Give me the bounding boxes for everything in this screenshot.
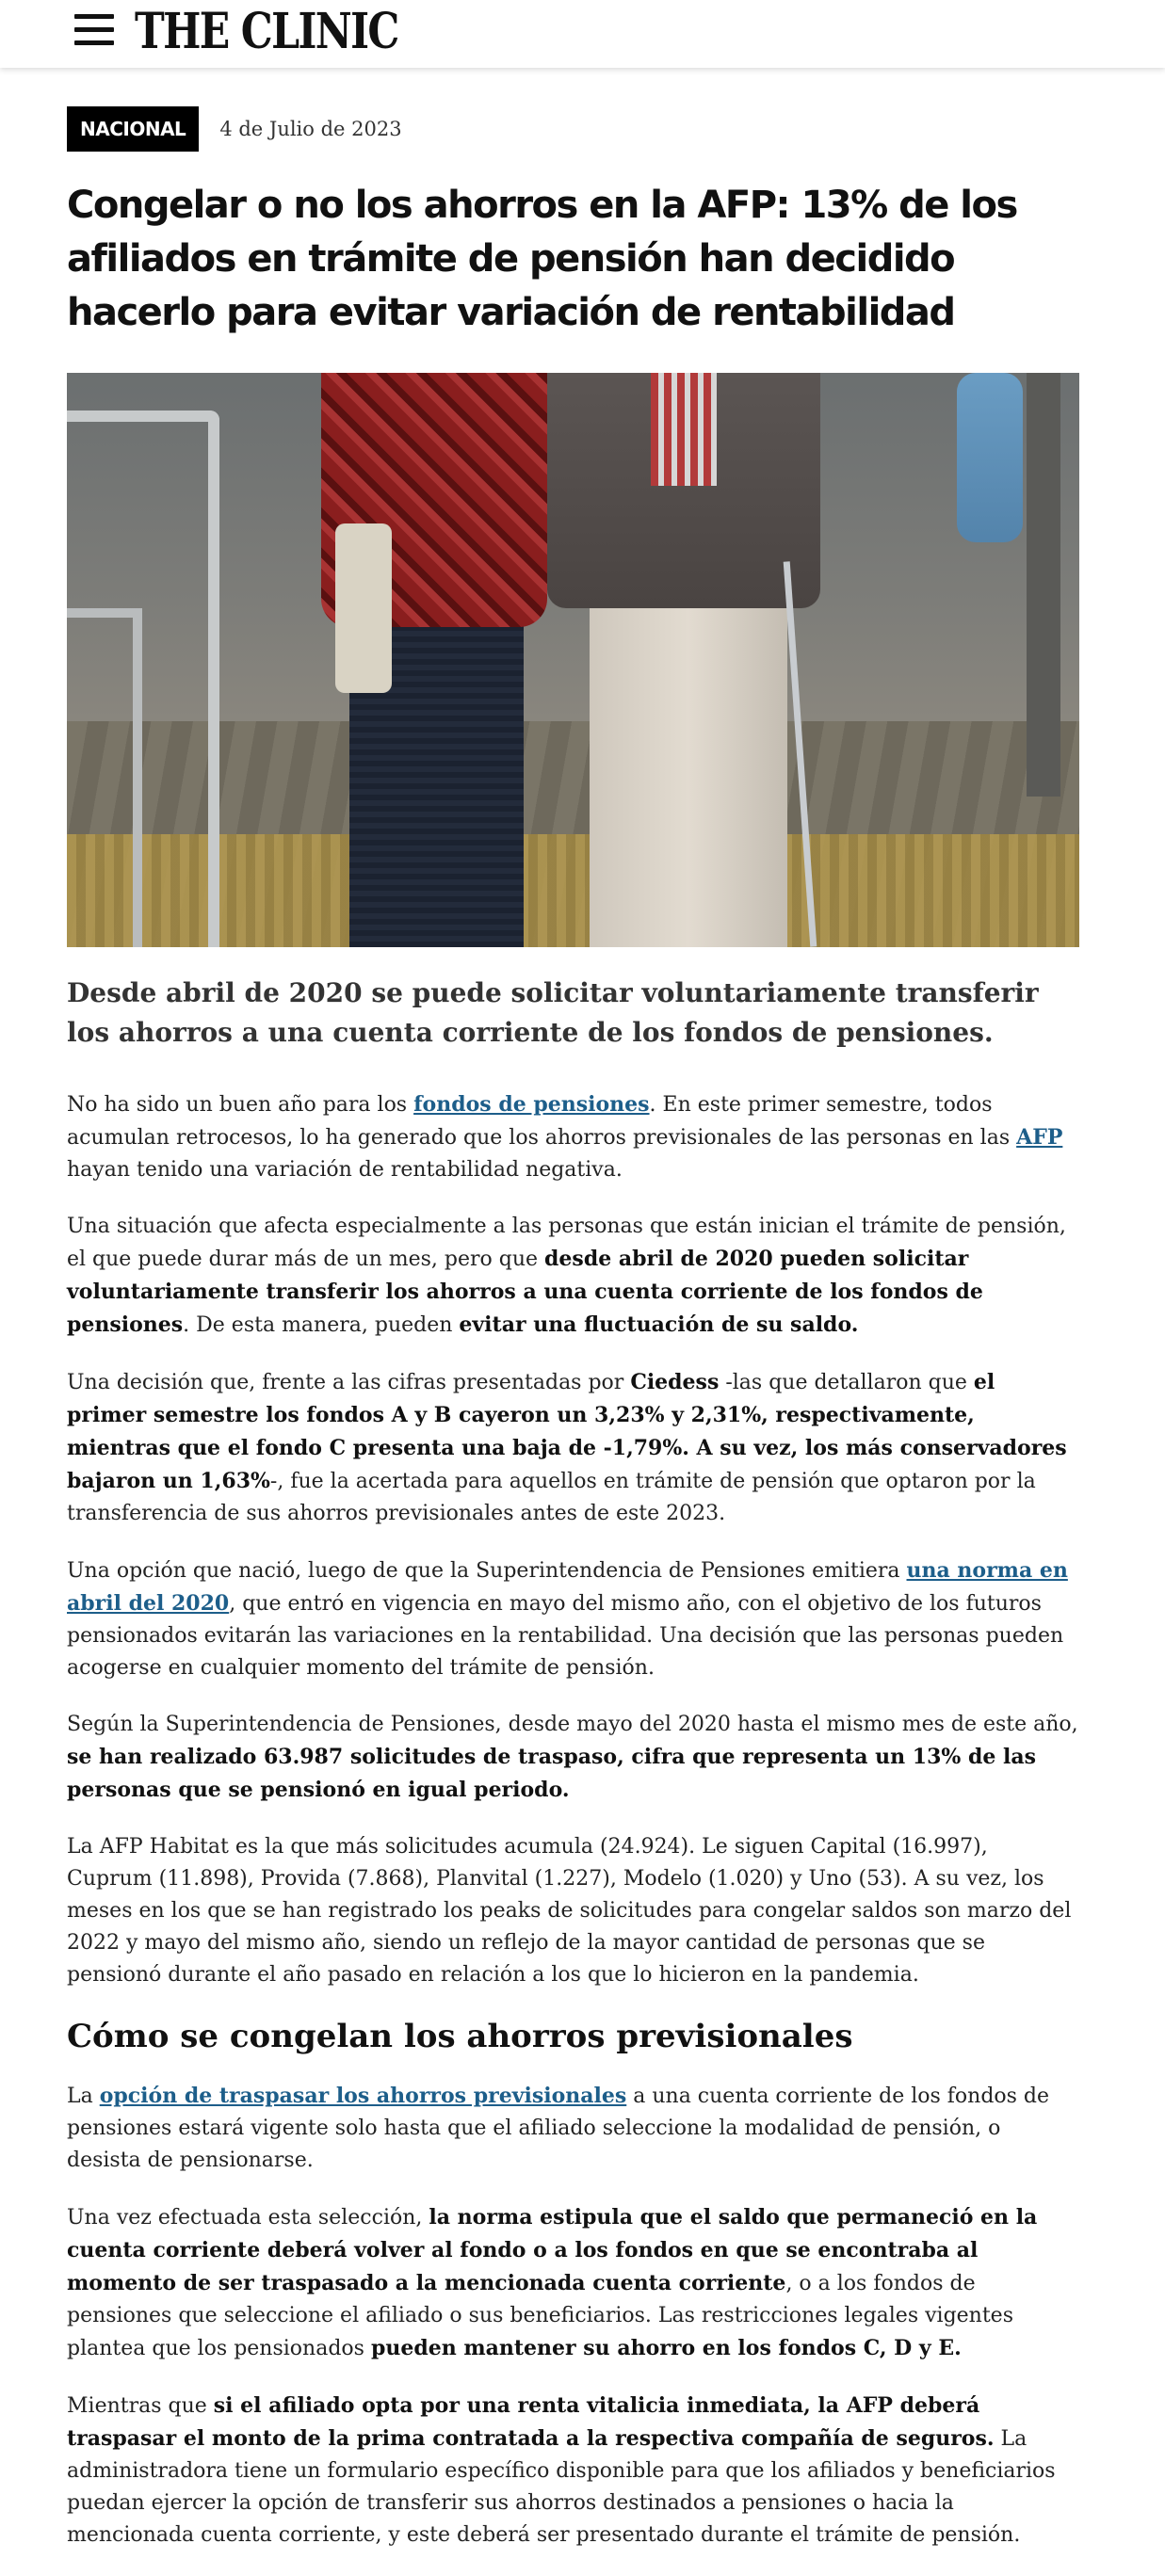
paragraph-3: Una decisión que, frente a las cifras presentadas por Ciedess -las que detallaron que el primer semestre los fondos A y B cayeron un 3,23% y 2,31%, respectivamente, mientras que el fondo C presenta una baja de -1,79%. A su vez, los más conservadores bajaron un 1,63%-, fue la acertada para aquellos en trámite de pensión que optaron por la transferencia de sus ahorros previsionales antes de este 2023. [67, 1370, 1067, 1525]
paragraph-7: La opción de traspasar los ahorros previsionales a una cuenta corriente de los fondos de pensiones estará vigente solo hasta que el afiliado seleccione la modalidad de pensión, o desista de pensionarse. [67, 2084, 1050, 2172]
category-badge[interactable]: NACIONAL [67, 106, 199, 152]
section-heading: Cómo se congelan los ahorros previsionales [67, 2018, 853, 2055]
paragraph-1: No ha sido un buen año para los fondos de pensiones. En este primer semestre, todos acumulan retrocesos, lo ha generado que los ahorros previsionales de las personas en las AFP hayan tenido una variación de rentabilidad negativa. [67, 1092, 1063, 1182]
link-fondos-de-pensiones[interactable]: fondos de pensiones [413, 1092, 650, 1117]
article-date: 4 de Julio de 2023 [219, 118, 402, 140]
article-meta [67, 105, 1079, 153]
hero-image [67, 373, 1079, 947]
paragraph-4: Una opción que nació, luego de que la Superintendencia de Pensiones emitiera una norma en abril del 2020, que entró en vigencia en mayo del mismo año, con el objetivo de los futuros pensionados evitarán las variaciones en la rentabilidad. Una decisión que las personas pueden acogerse en cualquier momento del trámite de pensión. [67, 1558, 1068, 1680]
paragraph-8: Una vez efectuada esta selección, la norma estipula que el saldo que permaneció en la cuenta corriente deberá volver al fondo o a los fondos en que se encontraba al momento de ser traspasado a la mencionada cuenta corriente, o a los fondos de pensiones que seleccione el afiliado o sus beneficiarios. Las restricciones legales vigentes plantea que los pensionados pueden mantener su ahorro en los fondos C, D y E. [67, 2205, 1038, 2360]
site-logo[interactable]: THE CLINIC [135, 3, 398, 60]
article-body [67, 1088, 1079, 2552]
link-opcion-traspasar[interactable]: opción de traspasar los ahorros previsionales [99, 2084, 627, 2108]
hamburger-menu-icon[interactable] [74, 14, 114, 48]
article-title: Congelar o no los ahorros en la AFP: 13% de los afiliados en trámite de pensión han decidido hacerlo para evitar variación de rentabilidad [67, 184, 1017, 334]
link-afp[interactable]: AFP [1016, 1125, 1063, 1150]
site-header [0, 0, 1165, 68]
link-norma-abril-2020[interactable]: una norma en abril del 2020 [67, 1558, 1068, 1616]
article [67, 105, 1079, 2576]
paragraph-9: Mientras que si el afiliado opta por una renta vitalicia inmediata, la AFP deberá traspasar el monto de la prima contratada a la respectiva compañía de seguros. La administradora tiene un formulario específico disponible para que los afiliados y beneficiarios puedan ejercer la opción de transferir sus ahorros destinados a pensiones o hacia la mencionada cuenta corriente, y este deberá ser presentado durante el trámite de pensión. [67, 2393, 1056, 2547]
article-lead: Desde abril de 2020 se puede solicitar voluntariamente transferir los ahorros a una cuenta corriente de los fondos de pensiones. [67, 977, 1039, 1048]
paragraph-5: Según la Superintendencia de Pensiones, desde mayo del 2020 hasta el mismo mes de este año, se han realizado 63.987 solicitudes de traspaso, cifra que representa un 13% de las personas que se pensionó en igual periodo. [67, 1713, 1078, 1802]
paragraph-2: Una situación que afecta especialmente a las personas que están inician el trámite de pensión, el que puede durar más de un mes, pero que desde abril de 2020 pueden solicitar voluntariamente transferir los ahorros a una cuenta corriente de los fondos de pensiones. De esta manera, pueden evitar una fluctuación de su saldo. [67, 1215, 1066, 1337]
paragraph-6: La AFP Habitat es la que más solicitudes acumula (24.924). Le siguen Capital (16.997), Cuprum (11.898), Provida (7.868), Planvital (1.227), Modelo (1.020) y Uno (53). A su vez, los meses en los que se han registrado los peaks de solicitudes para congelar saldos son marzo del 2022 y mayo del mismo año, siendo un reflejo de la mayor cantidad de personas que se pensionó durante el año pasado en relación a los que lo hicieron en la pandemia. [67, 1835, 1072, 1987]
